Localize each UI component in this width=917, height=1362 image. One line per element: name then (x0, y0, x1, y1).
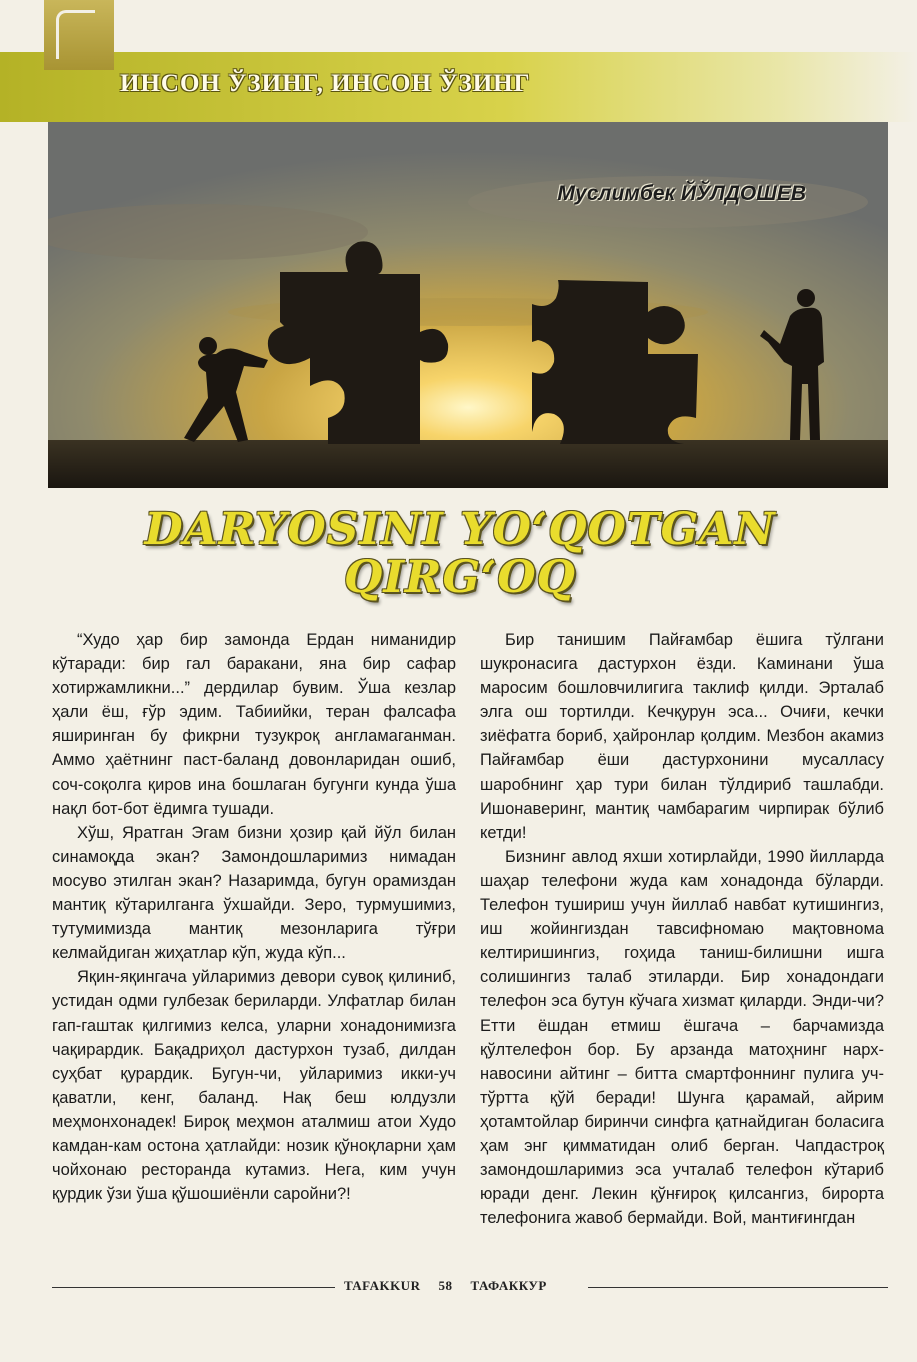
folder-tab-outline (56, 10, 95, 59)
footer-rule-right (588, 1287, 888, 1288)
right-column (480, 628, 884, 1230)
section-title: ИНСОН ЎЗИНГ, ИНСОН ЎЗИНГ (120, 70, 531, 97)
page-footer (52, 1276, 888, 1300)
magazine-name-latin: TAFAKKUR (344, 1278, 421, 1293)
paragraph: “Худо ҳар бир замонда Ердан ниманидир кўтаради: бир гал баракани, яна бир сафар хотиржамликни...” дердилар бувим. Ўша кезлар ҳали ёш, ғўр эдим. Табиийки, теран фалсафа яширинган бу фикрни тузукроқ англамаганман. Аммо ҳаётнинг паст-баланд довонларидан ошиб, соч-соқолга қиров ина бошлаган бугунги кунда ўша нақл бот-бот ёдимга тушади. (52, 631, 456, 818)
footer-rule-left (52, 1287, 335, 1288)
footer-text (344, 1278, 584, 1294)
paragraph: Хўш, Яратган Эгам бизни ҳозир қай йўл билан синамоқда экан? Замондошларимиз нимадан мосуво этилган экан? Назаримда, бугун орамиздан мантиқ кўтарилганга ўхшайди. Зеро, турмушимиз, тутумимизда мантиқ мезонларига тўғри келмайдиган жиҳатлар кўп, жуда кўп... (52, 823, 456, 963)
page-number: 58 (438, 1278, 453, 1293)
article-title-line-2: QIRG‘OQ (343, 552, 577, 603)
puzzle-silhouette-photo-icon (48, 122, 888, 488)
paragraph: Бир танишим Пайғамбар ёшига тўлгани шукронасига дастурхон ёзди. Каминани ўша маросим бошловчилигига таклиф қилди. Эрталаб элга ош тортилди. Кечқурун эса... Очиғи, кечки зиёфатга бориб, ҳайронлар қолдим. Мезбон акамиз Пайғамбар ёши дастурхонини мусалласу шаробнинг ҳар тури билан тўлдириб ташлабди. Ишонаверинг, мантиқ чамбарагим чирпирак бўлиб кетди! (480, 631, 884, 842)
left-column (52, 628, 456, 1206)
article-title (140, 506, 780, 602)
article-title-line-1: DARYOSINI YO‘QOTGAN (144, 504, 776, 555)
author-name: Муслимбек ЙЎЛДОШЕВ (557, 182, 806, 205)
article-photo (48, 122, 888, 488)
magazine-name-cyrillic: ТАФАККУР (470, 1278, 547, 1293)
paragraph: Бизнинг авлод яхши хотирлайди, 1990 йилларда шаҳар телефони жуда кам хонадонда бўларди. Телефон тушириш учун йиллаб навбат кутишингиз, иш жойингиздан тавсифномаю мақтовнома келтиришингиз, гоҳида таниш-билишни ишга солишингиз талаб этиларди. Бир хонадондаги телефон эса бутун кўчага хизмат қиларди. Энди-чи? Етти ёшдан етмиш ёшгача – барчамизда қўлтелефон бор. Бу арзанда матоҳнинг нарх-навосини айтинг – битта смартфоннинг пулига уч-тўртта қўй беради! Шунга қарамай, айрим ҳотамтойлар биринчи синфга қатнайдиган боласига ҳам энг қимматидан олиб берган. Чапдастроқ замондошларимиз эса учталаб телефон кўтариб юради денг. Лекин қўнғироқ қилсангиз, бирорта телефонига жавоб бермайди. Вой, мантиғингдан (480, 847, 884, 1228)
paragraph: Яқин-яқингача уйларимиз девори сувоқ қилиниб, устидан одми гулбезак бериларди. Улфатлар билан гап-гаштак қилгимиз келса, уларни хонадонимизга чақирардик. Бақадриҳол дастурхон тузаб, дилдан суҳбат қурардик. Бугун-чи, уйларимиз икки-уч қаватли, кенг, баланд. Нақ беш юлдузли меҳмонхонадек! Бироқ меҳмон аталмиш атои Худо камдан-кам остона ҳатлайди: нозик қўноқларни ҳам чойхонаю ресторанда кутамиз. Нега, ким учун қурдик ўзи ўша қўшошиёнли саройни?! (52, 968, 456, 1204)
